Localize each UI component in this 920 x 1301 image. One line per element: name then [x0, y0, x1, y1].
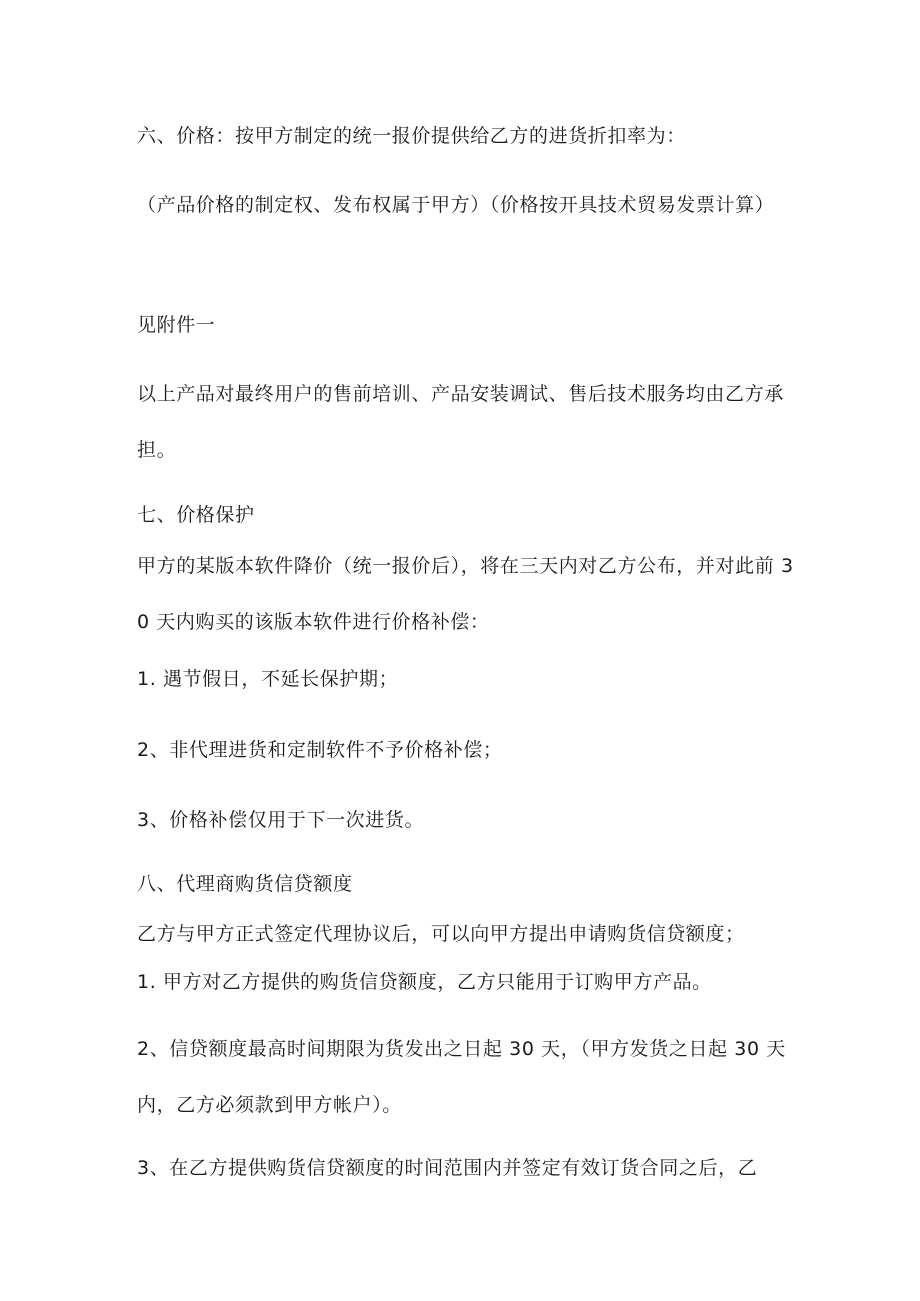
protection-item-3: 3、价格补偿仅用于下一次进货。 [137, 809, 425, 831]
attachment-reference: 见附件一 [137, 314, 216, 336]
service-responsibility-paragraph: 以上产品对最终用户的售前培训、产品安装调试、售后技术服务均由乙方承担。 [137, 383, 784, 461]
credit-item-3: 3、在乙方提供购货信贷额度的时间范围内并签定有效订货合同之后，乙 [137, 1157, 758, 1179]
protection-item-1: 1. 遇节假日，不延长保护期； [137, 668, 399, 690]
section-8-heading: 八、代理商购货信贷额度 [137, 873, 353, 895]
section-6-heading: 六、价格：按甲方制定的统一报价提供给乙方的进货折扣率为： [137, 125, 686, 147]
credit-item-2: 2、信贷额度最高时间期限为货发出之日起 30 天，（甲方发货之日起 30 天内，乙方必须款到甲方帐户）。 [137, 1038, 786, 1116]
credit-item-1: 1. 甲方对乙方提供的购货信贷额度，乙方只能用于订购甲方产品。 [137, 971, 712, 993]
price-note-paragraph: （产品价格的制定权、发布权属于甲方）（价格按开具技术贸易发票计算） [137, 194, 775, 216]
protection-item-2: 2、非代理进货和定制软件不予价格补偿； [137, 739, 503, 761]
price-protection-paragraph: 甲方的某版本软件降价（统一报价后），将在三天内对乙方公布，并对此前 30 天内购买的该版本软件进行价格补偿： [137, 555, 794, 633]
credit-intro-paragraph: 乙方与甲方正式签定代理协议后，可以向甲方提出申请购货信贷额度； [137, 923, 745, 945]
section-7-heading: 七、价格保护 [137, 504, 255, 526]
